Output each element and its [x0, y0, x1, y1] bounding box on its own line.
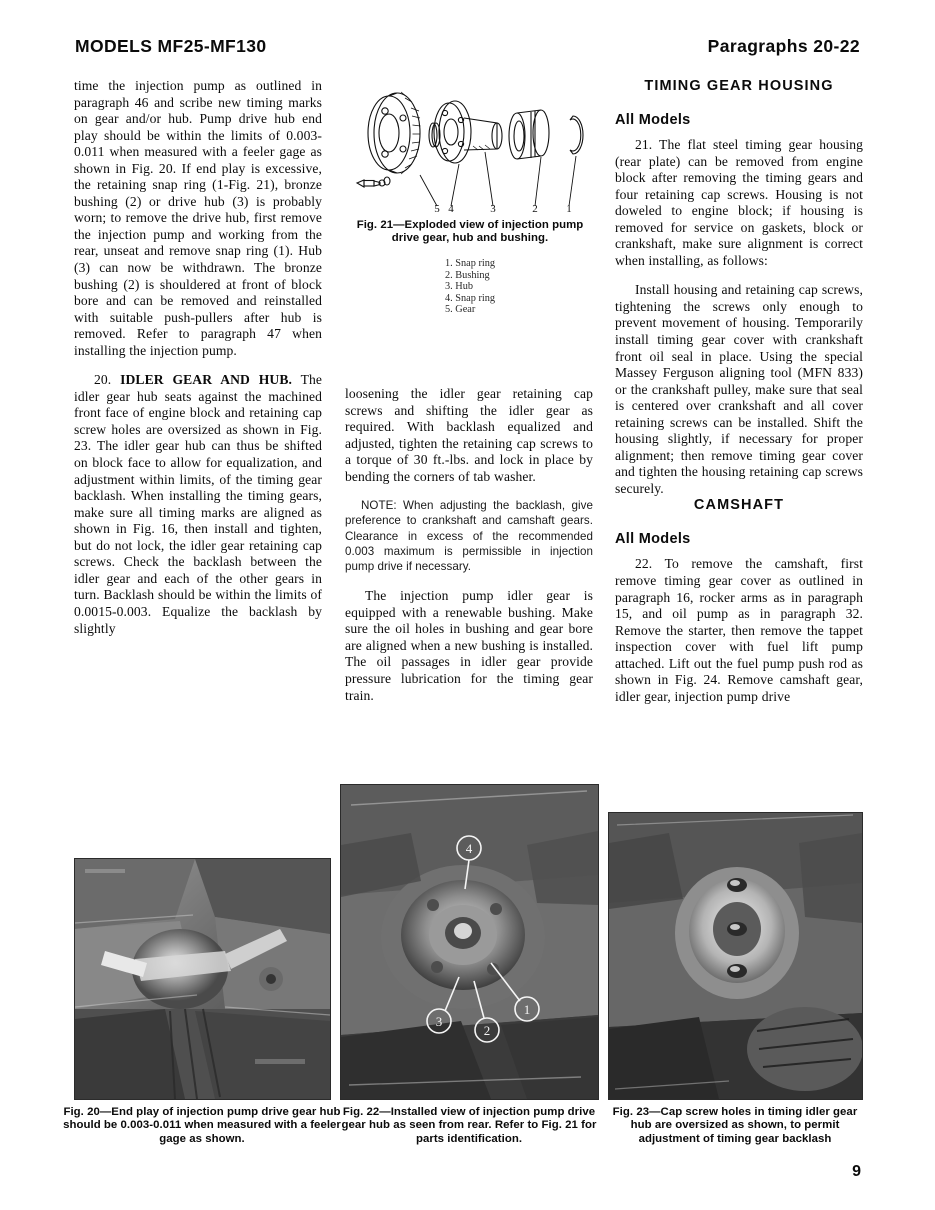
paragraph-idler-backlash: loosening the idler gear retaining cap screws and shifting the idler gear as required. With backlash equalized and adjusted, tighten the retaining cap screws to a torque of 30 ft.-lbs. and lock in place by bending the corners of tab washer.	[345, 386, 593, 484]
section-title-camshaft: CAMSHAFT	[693, 497, 785, 514]
column-left	[74, 78, 322, 637]
paragraph-20-text: The idler gear hub seats against the machined front face of engine block and retaining cap screw holes are oversized as shown in Fig. 23. The idler gear hub can thus be shifted on block face to allow for equalization, and adjustment within limits, of the timing gear backlash. When installing the timing gears, make sure all timing marks are aligned as shown in Fig. 16, then install and tighten, but do not lock, the idler gear retaining cap screws. Check the backlash between the idler gear and each of the other gears in turn. Backlash should be within the limits of 0.0015-0.003. Equalize the backlash by slightly	[74, 372, 323, 636]
paragraph-idler-bushing: The injection pump idler gear is equipped with a renewable bushing. Make sure the oil holes in bushing and gear bore are aligned when a new bushing is installed. The oil passages in idler gear provide pressure lubrication for the timing gear train.	[345, 588, 593, 703]
subheading-all-models-2: All Models	[615, 531, 691, 548]
figure-23-photo	[608, 812, 863, 1100]
figure-22-callout-4: 4	[465, 841, 473, 856]
figure-21-exploded-view	[345, 80, 595, 212]
exploded-view-drawing	[345, 80, 595, 212]
figure-22-photo	[340, 784, 599, 1100]
header-models: MODELS MF25-MF130	[75, 36, 267, 56]
page-number: 9	[852, 1163, 861, 1180]
figure-22-image	[341, 785, 598, 1099]
part-item-2: 2. Bushing	[445, 269, 490, 281]
paragraph-22-text: To remove the camshaft, first remove timing gear cover as outlined in paragraph 16, rocker arms as in paragraph 15, and oil pump as in paragraph 32. Remove the starter, then remove the tappet inspection cover with fuel lift pump attached. Lift out the fuel pump push rod as shown in Fig. 24. Remove camshaft gear, idler gear, injection pump drive	[615, 556, 863, 704]
callout-2: 2	[532, 203, 538, 212]
part-item-5: 5. Gear	[445, 304, 476, 316]
part-item-4: 4. Snap ring	[445, 292, 496, 304]
paragraph-21-text: The flat steel timing gear housing (rear plate) can be removed from engine block after removing the timing gears and four retaining cap screws. Housing is not doweled to engine block; if housing is removed for service on gaskets, block or crankshaft, make sure alignment is correct when installing, as follows:	[615, 137, 863, 268]
part-item-1: 1. Snap ring	[445, 258, 496, 269]
paragraph-21	[615, 137, 863, 269]
paragraph-22-number: 22.	[635, 556, 653, 572]
figure-21-parts-list	[445, 258, 595, 316]
figure-23-caption: Fig. 23—Cap screw holes in timing idler gear hub are oversized as shown, to permit adjustment of timing gear backlash	[612, 1106, 858, 1145]
figure-21-caption: Fig. 21—Exploded view of injection pump drive gear, hub and bushing.	[356, 219, 584, 245]
figure-20-photo	[74, 858, 331, 1100]
paragraph-21-install: Install housing and retaining cap screws, tightening the screws only enough to prevent movement of housing. Temporarily install timing gear cover with crankshaft front oil seal in place. Using the special Massey Ferguson aligning tool (MFN 833) or the crankshaft pulley, make sure that seal is centered over crankshaft and all cover retaining screws can be installed. Shift the housing slightly, if necessary for proper alignment; then remove timing gear cover and tighten the housing retaining cap screws securely.	[615, 282, 863, 496]
figure-22-callout-1: 1	[523, 1002, 531, 1017]
paragraph-22	[615, 556, 863, 705]
page-header	[75, 36, 860, 64]
paragraph-20	[74, 372, 322, 637]
paragraph-20-number: 20.	[94, 372, 112, 388]
header-paragraphs: Paragraphs 20-22	[707, 36, 860, 56]
figure-20-image	[75, 859, 330, 1099]
column-middle	[345, 386, 593, 704]
paragraph-continued: time the injection pump as outlined in paragraph 46 and scribe new timing marks on gear and/or hub. Pump drive hub end play should be within the limits of 0.003-0.011 when measured with a feeler gage as shown in Fig. 20. If end play is excessive, the retaining snap ring (1-Fig. 21), bronze bushing (2) or drive hub (3) is probably worn; to remove the drive hub, first remove the injection pump and working from the rear, unseat and remove snap ring (1). Hub (3) can now be withdrawn. The bronze bushing (2) is shouldered at front of block bore and can be removed and reinstalled with suitable push-pullers after hub is removed. Refer to paragraph 47 when installing the injection pump.	[74, 78, 322, 358]
callout-5: 5	[434, 203, 440, 212]
figure-23-image	[609, 813, 862, 1099]
figure-22-caption: Fig. 22—Installed view of injection pump drive gear hub as seen from rear. Refer to Fig. 21 for parts identification.	[341, 1106, 597, 1145]
subheading-all-models-1: All Models	[615, 112, 691, 128]
callout-1: 1	[566, 203, 572, 212]
column-right	[615, 78, 863, 705]
figure-22-callout-3: 3	[435, 1014, 443, 1029]
callout-4: 4	[448, 203, 454, 212]
part-item-3: 3. Hub	[445, 281, 474, 293]
callout-3: 3	[490, 203, 496, 212]
figure-22-callout-2: 2	[483, 1023, 491, 1038]
paragraph-20-heading: IDLER GEAR AND HUB.	[120, 372, 293, 388]
figure-20-caption: Fig. 20—End play of injection pump drive gear hub should be 0.003-0.011 when measured with a feeler gage as shown.	[63, 1106, 341, 1145]
paragraph-21-number: 21.	[635, 137, 653, 152]
section-title-timing-gear-housing: TIMING GEAR HOUSING	[644, 78, 834, 94]
note-backlash: NOTE: When adjusting the backlash, give preference to crankshaft and camshaft gears. Clearance in excess of the recommended 0.003 maximum is permissible in injection pump drive if necessary.	[345, 499, 593, 574]
